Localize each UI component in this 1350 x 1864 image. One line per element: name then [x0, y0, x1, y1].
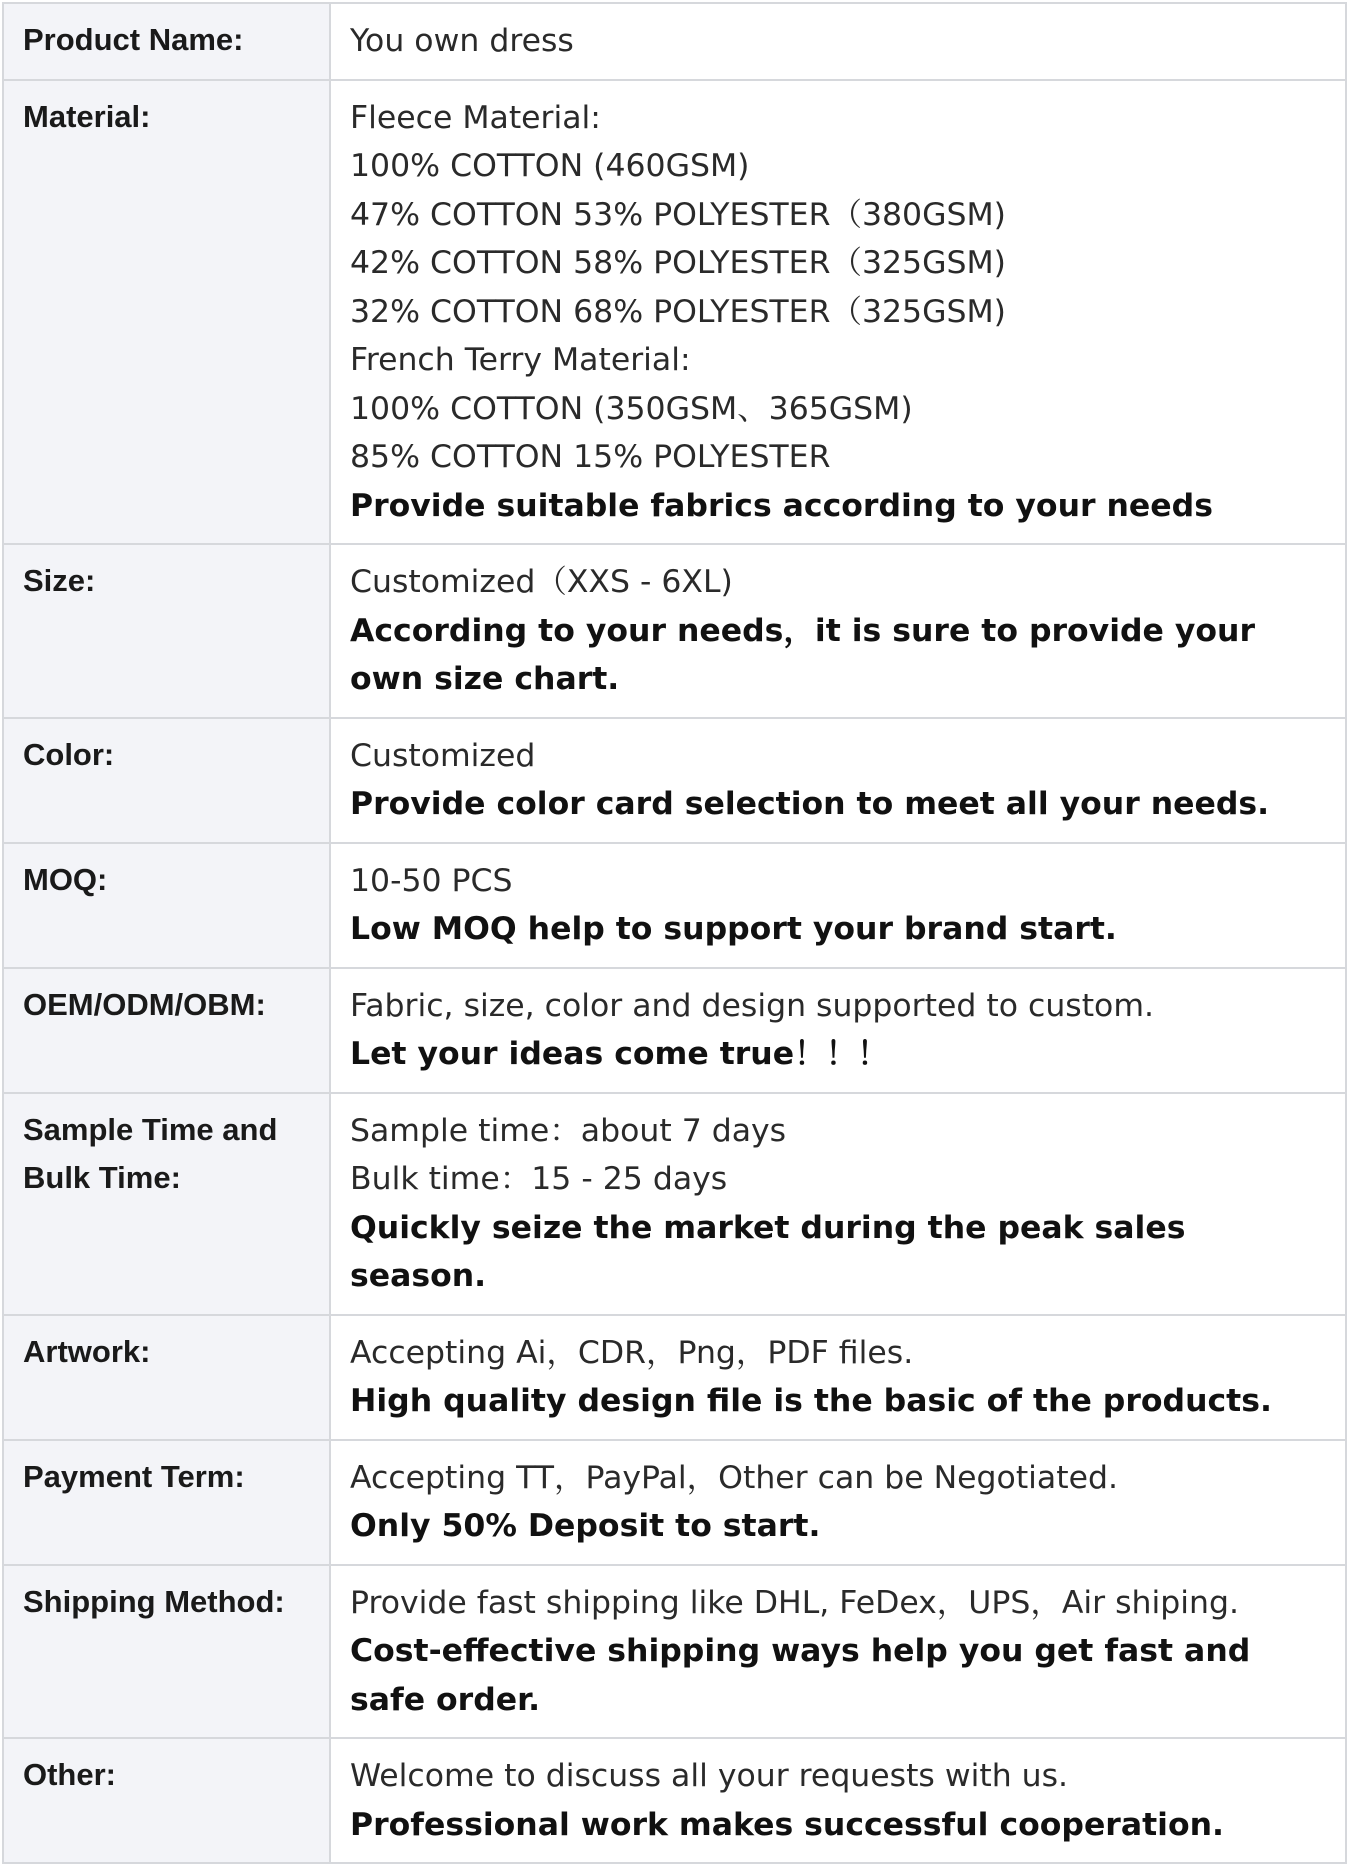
- spec-value-line: 32% COTTON 68% POLYESTER（325GSM): [350, 293, 1006, 330]
- spec-value-line: 42% COTTON 58% POLYESTER（325GSM): [350, 245, 1006, 281]
- spec-value: [331, 4, 1345, 79]
- spec-value-line: Customized: [350, 737, 536, 774]
- spec-value-line: Fleece Material:: [350, 99, 601, 136]
- spec-label-cell: [3, 1565, 330, 1739]
- spec-row-size: [3, 544, 1346, 718]
- spec-value: [331, 719, 1345, 842]
- spec-value: [331, 969, 1345, 1092]
- spec-label-cell: [3, 718, 330, 843]
- spec-value-cell: [330, 968, 1346, 1093]
- spec-value: [331, 844, 1345, 967]
- spec-value-highlight: High quality design file is the basic of the products.: [350, 1383, 1272, 1419]
- spec-value-highlight: Professional work makes successful cooperation.: [350, 1806, 1224, 1843]
- spec-value-cell: [330, 718, 1346, 843]
- spec-row-oem-odm-obm: [3, 968, 1346, 1093]
- spec-value-line: French Terry Material:: [350, 342, 691, 378]
- spec-value: [331, 1441, 1345, 1564]
- spec-row-color: [3, 718, 1346, 843]
- spec-value-line: Accepting Ai，CDR，Png，PDF files.: [350, 1334, 914, 1371]
- spec-value-line: Sample time：about 7 days: [350, 1112, 787, 1149]
- spec-value-highlight: Cost-effective shipping ways help you get fast and safe order.: [350, 1633, 1262, 1718]
- spec-label: Material:: [23, 98, 151, 134]
- spec-value-cell: [330, 1738, 1346, 1863]
- spec-value-line: 47% COTTON 53% POLYESTER（380GSM): [350, 196, 1006, 233]
- spec-value: [331, 81, 1345, 544]
- spec-label: Product Name:: [23, 22, 244, 57]
- spec-table-body: [3, 3, 1346, 1863]
- spec-value-line: 100% COTTON (460GSM): [350, 148, 750, 184]
- spec-label: Artwork:: [23, 1333, 151, 1369]
- spec-value-cell: [330, 843, 1346, 968]
- spec-label-cell: [3, 1315, 330, 1440]
- spec-row-artwork: [3, 1315, 1346, 1440]
- spec-value-cell: [330, 544, 1346, 718]
- spec-label: Color:: [23, 736, 115, 772]
- spec-label: MOQ:: [23, 861, 108, 897]
- spec-label-cell: [3, 3, 330, 80]
- spec-value-line: Welcome to discuss all your requests with us.: [350, 1758, 1069, 1794]
- spec-row-product-name: [3, 3, 1346, 80]
- spec-value-cell: [330, 80, 1346, 545]
- spec-value-cell: [330, 1565, 1346, 1739]
- spec-value-line: 100% COTTON (350GSM、365GSM): [350, 390, 913, 427]
- spec-value-line: Fabric, size, color and design supported to custom.: [350, 987, 1155, 1024]
- spec-value-highlight: Quickly seize the market during the peak sales season.: [350, 1209, 1197, 1294]
- spec-label-cell: [3, 544, 330, 718]
- product-spec-table: [2, 2, 1347, 1864]
- spec-label-cell: [3, 1093, 330, 1315]
- spec-value-highlight: Only 50% Deposit to start.: [350, 1508, 821, 1544]
- spec-value: [331, 545, 1345, 717]
- spec-value-highlight: Let your ideas come true！！！: [350, 1036, 889, 1072]
- spec-value: [331, 1094, 1345, 1314]
- spec-label: Sample Time and Bulk Time:: [23, 1111, 278, 1195]
- spec-value-highlight: Low MOQ help to support your brand start.: [350, 911, 1117, 947]
- spec-label-cell: [3, 1738, 330, 1863]
- spec-value-line: Customized（XXS - 6XL): [350, 564, 733, 600]
- spec-value-line: Bulk time：15 - 25 days: [350, 1161, 728, 1197]
- spec-value-cell: [330, 3, 1346, 80]
- spec-label-cell: [3, 80, 330, 545]
- spec-value-highlight: According to your needs，it is sure to provide your own size chart.: [350, 612, 1266, 697]
- spec-row-payment-term: [3, 1440, 1346, 1565]
- spec-row-material: [3, 80, 1346, 545]
- spec-label: Shipping Method:: [23, 1583, 285, 1619]
- spec-row-moq: [3, 843, 1346, 968]
- spec-value: [331, 1316, 1345, 1439]
- spec-value: [331, 1739, 1345, 1862]
- spec-value-cell: [330, 1440, 1346, 1565]
- spec-value-highlight: Provide suitable fabrics according to your needs: [350, 487, 1213, 524]
- spec-value-line: Provide fast shipping like DHL, FeDex，UPS，Air shiping.: [350, 1584, 1239, 1621]
- spec-value-cell: [330, 1315, 1346, 1440]
- spec-value-line: Accepting TT，PayPal，Other can be Negotiated.: [350, 1459, 1118, 1496]
- spec-row-other: [3, 1738, 1346, 1863]
- spec-label-cell: [3, 1440, 330, 1565]
- spec-value-cell: [330, 1093, 1346, 1315]
- spec-label: Size:: [23, 563, 96, 598]
- spec-value: [331, 1566, 1345, 1738]
- spec-label: OEM/ODM/OBM:: [23, 986, 266, 1022]
- spec-row-sample-bulk-time: [3, 1093, 1346, 1315]
- spec-row-shipping-method: [3, 1565, 1346, 1739]
- spec-label-cell: [3, 843, 330, 968]
- spec-label-cell: [3, 968, 330, 1093]
- spec-value-line: 10-50 PCS: [350, 862, 513, 899]
- spec-label: Payment Term:: [23, 1458, 245, 1494]
- spec-value-line: You own dress: [350, 23, 574, 59]
- spec-value-highlight: Provide color card selection to meet all your needs.: [350, 786, 1270, 822]
- spec-label: Other:: [23, 1757, 116, 1792]
- spec-value-line: 85% COTTON 15% POLYESTER: [350, 439, 831, 475]
